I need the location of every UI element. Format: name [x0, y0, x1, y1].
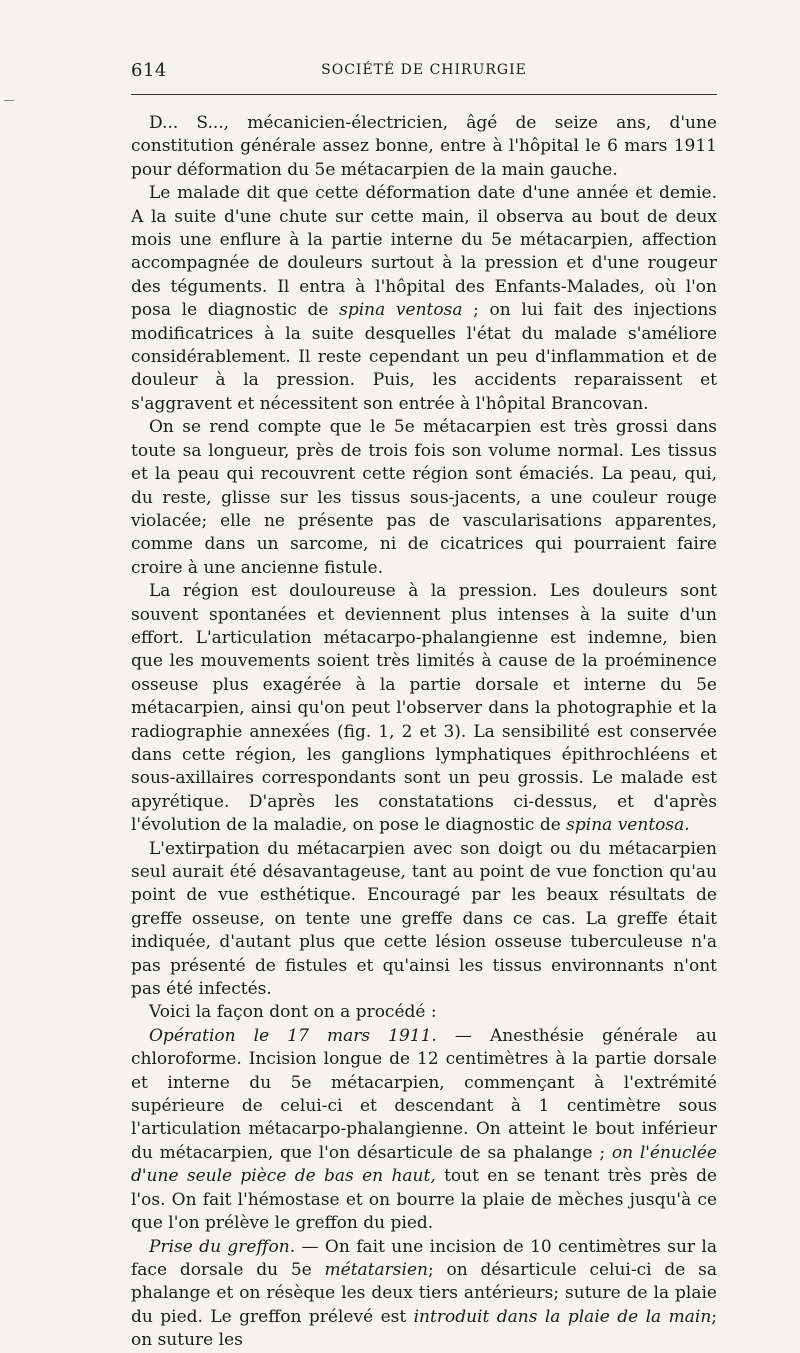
paragraph-4 — [131, 580, 717, 837]
italic-term: spina ventosa. — [566, 815, 690, 836]
paragraph-text: D... S..., mécanicien-électricien, âgé de seize ans, d'une constitution générale assez bonne, entre à l'hôpital le 6 mars 1911 pour déformation du 5e métacarpien de la main gauche. — [131, 113, 717, 180]
margin-mark — [4, 100, 14, 101]
paragraph-text: La région est douloureuse à la pression. Les douleurs sont souvent spontanées et deviennent plus intenses à la suite d'un effort. L'articulation métacarpo-phalangienne est indemne, bien que les mouvements soient très limités à cause de la proéminence osseuse plus exagérée à la partie dorsale et interne du 5e métacarpien, ainsi qu'on peut l'observer dans la photographie et la radiographie annexées (fig. 1, 2 et 3). La sensibilité est conservée dans cette région, les ganglions lymphatiques épithrochléens et sous-axillaires correspondants sont un peu grossis. Le malade est apyrétique. D'après les constatations ci-dessus, et d'après l'évolution de la maladie, on pose le diagnostic de — [131, 581, 717, 836]
italic-term: métatarsien — [324, 1259, 428, 1280]
paragraph-3 — [131, 416, 717, 580]
paragraph-7 — [131, 1025, 717, 1236]
header-rule — [131, 94, 717, 95]
section-lead: Opération le 17 mars 1911. — [149, 1025, 437, 1046]
running-head: SOCIÉTÉ DE CHIRURGIE — [321, 62, 527, 78]
paragraph-5 — [131, 838, 717, 1002]
paragraph-text: On se rend compte que le 5e métacarpien est très grossi dans toute sa longueur, près de trois fois son volume normal. Les tissus et la peau qui recouvrent cette région sont émaciés. La peau, qui, du reste, glisse sur les tissus sous-jacents, a une couleur rouge violacée; elle ne présente pas de vascularisations apparentes, comme dans un sarcome, ni de cicatrices qui pourraient faire croire à une ancienne fistule. — [131, 417, 717, 578]
paragraph-text: — On fait une incision de 10 centimètres sur la face dorsale du 5e — [131, 1236, 717, 1280]
italic-phrase: on l'énuclée d'une seule pièce de bas en haut, — [131, 1142, 717, 1187]
body-text — [131, 112, 717, 1353]
paragraph-text: Voici la façon dont on a procédé : — [149, 1002, 437, 1023]
paragraph-8 — [131, 1236, 717, 1353]
paragraph-text: ; on désarticule celui-ci de sa phalange et on résèque les deux tiers antérieurs; suture de la plaie du pied. Le greffon prélevé est — [131, 1259, 717, 1327]
italic-phrase: introduit dans la plaie de la main — [413, 1306, 712, 1327]
paragraph-1 — [131, 112, 717, 182]
paragraph-2 — [131, 182, 717, 416]
italic-term: spina ventosa — [339, 300, 463, 321]
paragraph-6 — [131, 1001, 717, 1024]
section-lead: Prise du greffon. — [149, 1236, 296, 1257]
paragraph-text: Le malade dit que cette déformation date d'une année et demie. A la suite d'une chute sur cette main, il observa au bout de deux mois une enflure à la partie interne du 5e métacarpien, affection accompagnée de douleurs surtout à la pression et d'une rougeur des téguments. Il entra à l'hôpital des Enfants-Malades, où l'on posa le diagnostic de — [131, 183, 717, 321]
paragraph-text: L'extirpation du métacarpien avec son doigt ou du métacarpien seul aurait été désavantageuse, tant au point de vue fonction qu'au point de vue esthétique. Encouragé par les beaux résultats de greffe osseuse, on tente une greffe dans ce cas. La greffe était indiquée, d'autant plus que cette lésion osseuse tuberculeuse n'a pas présenté de fistules et qu'ainsi les tissus environnants n'ont pas été infectés. — [131, 838, 717, 1000]
paragraph-text: — Anesthésie générale au chloroforme. Incision longue de 12 centimètres à la partie dorsale et interne du 5e métacarpien, commençant à l'extrémité supérieure de celui-ci et descendant à 1 centimètre sous l'articulation métacarpo-phalangienne. On atteint le bout inférieur du métacarpien, que l'on désarticule de sa phalange ; — [131, 1025, 717, 1163]
page-header — [131, 60, 717, 84]
paragraph-text: ; on suture les — [131, 1306, 717, 1351]
paragraph-text: tout en se tenant très près de l'os. On fait l'hémostase et on bourre la plaie de mèches jusqu'à ce que l'on prélève le greffon du pied. — [131, 1166, 718, 1234]
paragraph-text: ; on lui fait des injections modificatrices à la suite desquelles l'état du malade s'améliore considérablement. Il reste cependant un peu d'inflammation et de douleur à la pression. Puis, les accidents reparaissent et s'aggravent et nécessitent son entrée à l'hôpital Brancovan. — [131, 300, 717, 414]
page-number: 614 — [131, 60, 167, 81]
